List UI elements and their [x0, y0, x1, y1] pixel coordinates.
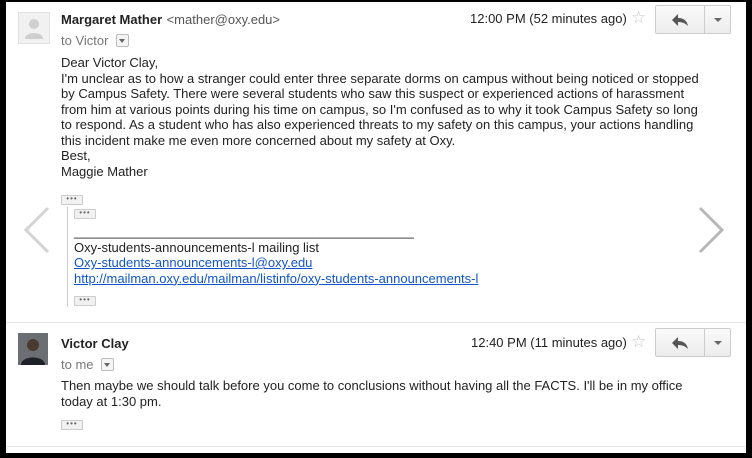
body-line: Best, — [61, 148, 91, 163]
reply-button-group — [655, 328, 731, 357]
chevron-down-icon — [714, 341, 722, 345]
quoted-footer — [74, 224, 734, 286]
recipient-line — [61, 356, 114, 374]
more-options-button[interactable] — [705, 329, 730, 356]
message-timestamp: 12:00 PM (52 minutes ago) — [470, 11, 627, 26]
body-line: from him at various points during his time on campus, so I'm confused as to why it took Campus Safety so long — [61, 101, 698, 117]
reply-arrow-icon — [672, 14, 688, 26]
mailing-list-email-link[interactable]: Oxy-students-announcements-l@oxy.edu — [74, 255, 313, 270]
body-line: today at 1:30 pm. — [61, 393, 162, 409]
mailing-list-url-link[interactable]: http://mailman.oxy.edu/mailman/listinfo/oxy-students-announcements-l — [74, 270, 479, 286]
body-line: Then maybe we should talk before you come to conclusions without having all the FACTS. I'll be in my office — [61, 378, 683, 393]
message-divider — [6, 322, 746, 323]
message-body — [61, 55, 741, 179]
mailing-list-name: Oxy-students-announcements-l mailing list — [74, 239, 319, 255]
person-icon — [19, 13, 49, 43]
sender-email: <mather@oxy.edu> — [166, 12, 281, 27]
chevron-down-icon — [714, 18, 722, 22]
show-trimmed-content-button[interactable]: ••• — [61, 195, 83, 205]
more-options-button[interactable] — [705, 6, 730, 33]
message-body — [61, 378, 741, 409]
footer-separator: _______________________________________________ — [74, 224, 414, 239]
body-line: this incident make me even more concerned about my safety at Oxy. — [61, 132, 456, 148]
recipient-line — [61, 32, 129, 50]
show-trimmed-content-button[interactable]: ••• — [61, 420, 83, 430]
person-photo-icon — [18, 333, 48, 365]
message-divider — [6, 446, 746, 447]
reply-arrow-icon — [672, 337, 688, 349]
show-details-dropdown[interactable] — [101, 358, 114, 371]
recipient-label: to Victor — [61, 33, 109, 48]
reply-button[interactable] — [656, 6, 705, 33]
body-line: to respond. As a student who has also experienced threats to my safety on this campus, your actions handling — [61, 117, 694, 132]
star-icon[interactable]: ☆ — [631, 332, 647, 351]
body-line: Dear Victor Clay, — [61, 55, 159, 70]
sender-name[interactable]: Margaret Mather — [61, 12, 163, 27]
body-line: by Campus Safety. There were several students who saw this suspect or experienced actions of harassment — [61, 86, 685, 101]
message-timestamp: 12:40 PM (11 minutes ago) — [471, 335, 627, 350]
next-chevron-icon[interactable] — [696, 206, 726, 254]
email-thread — [6, 2, 746, 453]
avatar-placeholder — [18, 12, 50, 44]
recipient-label: to me — [61, 357, 94, 372]
reply-button[interactable] — [656, 329, 705, 356]
avatar — [18, 333, 48, 365]
body-line: Maggie Mather — [61, 163, 148, 179]
quote-bar — [67, 207, 68, 307]
previous-chevron-icon[interactable] — [22, 206, 52, 254]
show-quoted-button[interactable]: ••• — [74, 209, 96, 219]
show-trimmed-content-button[interactable]: ••• — [74, 296, 96, 306]
reply-button-group — [655, 5, 731, 34]
sender-name[interactable]: Victor Clay — [61, 336, 129, 351]
body-line: I'm unclear as to how a stranger could enter three separate dorms on campus without being noticed or stopped — [61, 70, 699, 86]
show-details-dropdown[interactable] — [116, 34, 129, 47]
star-icon[interactable]: ☆ — [631, 8, 647, 27]
